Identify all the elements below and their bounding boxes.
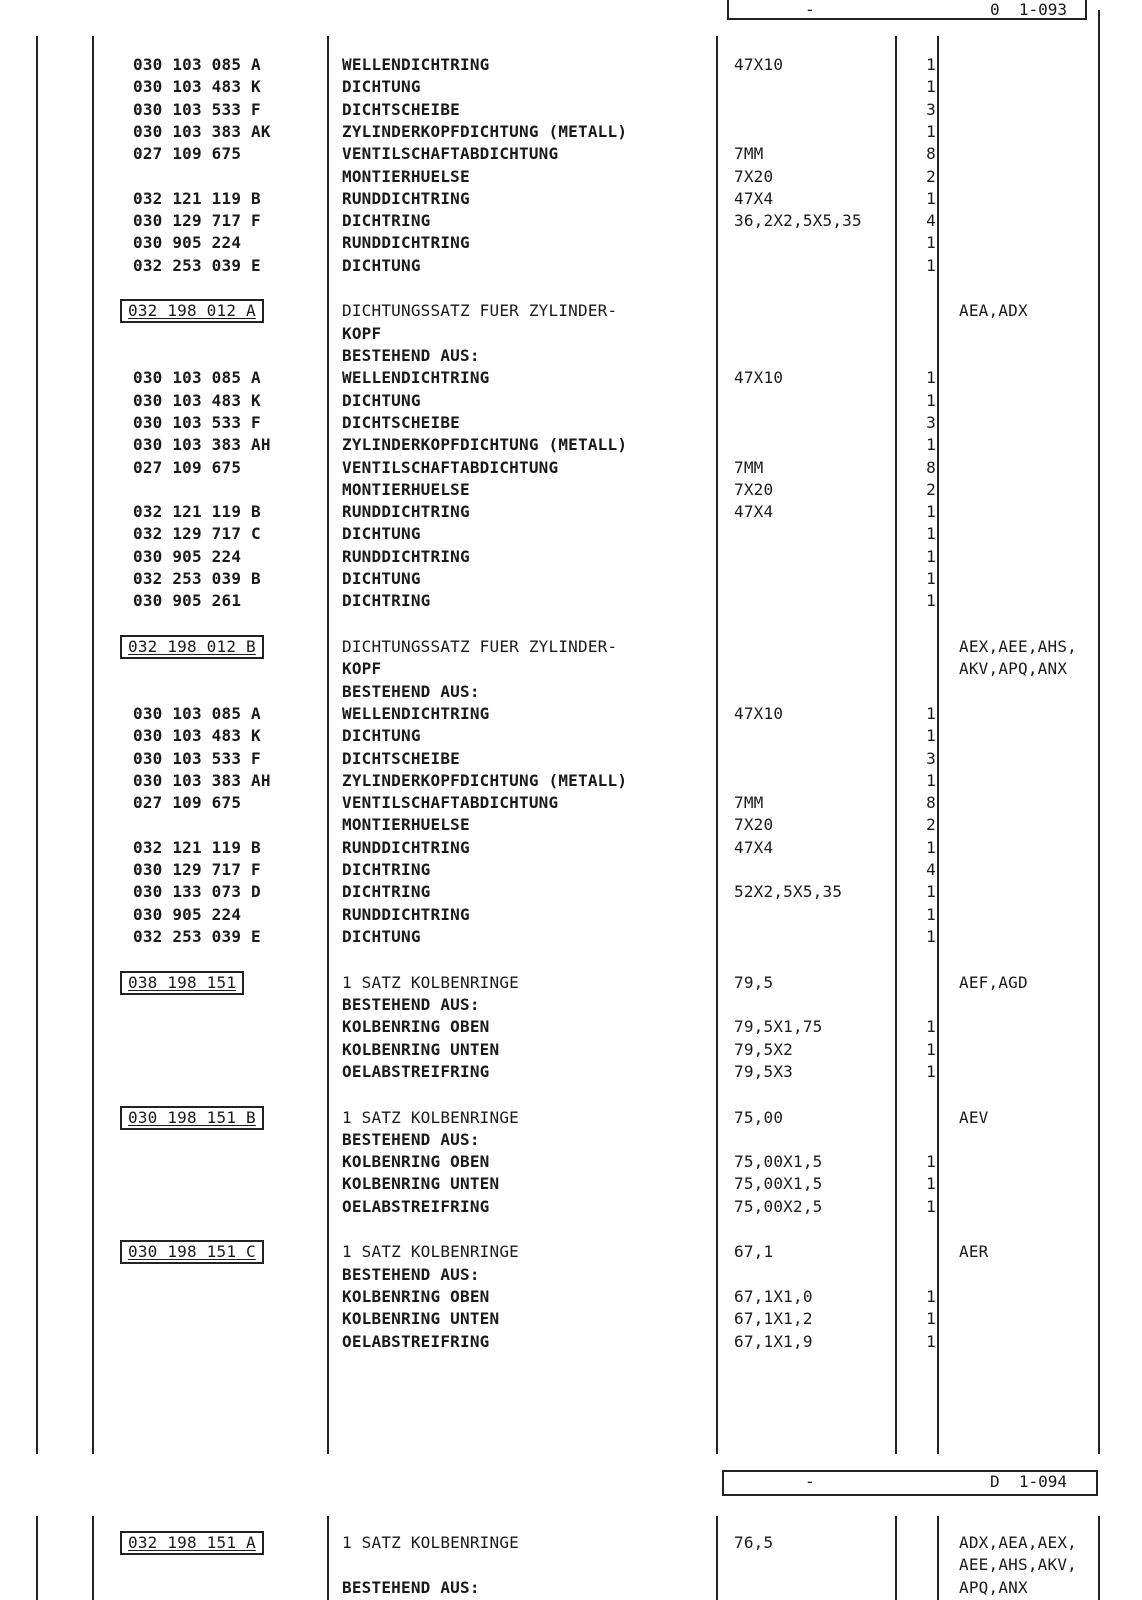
dimension: 75,00X2,5 (734, 1196, 823, 1216)
page-header-top-number: 0 1-093 (990, 0, 1068, 19)
part-number: 030 103 533 F (133, 412, 261, 432)
dimension: 47X10 (734, 703, 784, 723)
dimension: 36,2X2,5X5,35 (734, 211, 862, 231)
description: KOLBENRING OBEN (342, 1287, 490, 1307)
quantity: 1 (926, 837, 936, 857)
description: VENTILSCHAFTABDICHTUNG (342, 793, 559, 813)
description: RUNDDICHTRING (342, 502, 470, 522)
quantity: 1 (926, 1196, 936, 1216)
description: BESTEHEND AUS: (342, 1264, 480, 1284)
part-number: 030 103 483 K (133, 726, 261, 746)
remark: AEE,AHS,AKV, (959, 1555, 1077, 1575)
description: BESTEHEND AUS: (342, 994, 480, 1014)
quantity: 1 (926, 1287, 936, 1307)
dimension: 47X10 (734, 55, 784, 74)
description: WELLENDICHTRING (342, 55, 490, 74)
dimension: 76,5 (734, 1533, 774, 1552)
part-number: 038 198 151 (120, 971, 244, 995)
description: RUNDDICHTRING (342, 188, 470, 208)
part-number: 030 103 383 AH (133, 770, 271, 790)
quantity: 1 (926, 255, 936, 275)
quantity: 1 (926, 233, 936, 253)
dimension: 75,00X1,5 (734, 1174, 823, 1194)
quantity: 1 (926, 77, 936, 97)
quantity: 1 (926, 904, 936, 924)
description: BESTEHEND AUS: (342, 1129, 480, 1149)
part-number: 030 198 151 B (120, 1106, 264, 1130)
description: DICHTUNG (342, 726, 421, 746)
quantity: 1 (926, 569, 936, 588)
dimension: 47X4 (734, 502, 774, 522)
quantity: 4 (926, 860, 936, 880)
quantity: 1 (926, 502, 936, 522)
left-margin-line-bottom (36, 1516, 38, 1600)
part-number: 032 198 012 A (120, 299, 264, 323)
dimension: 7MM (734, 457, 764, 477)
quantity: 3 (926, 748, 936, 768)
quantity: 1 (926, 1152, 936, 1172)
quantity: 1 (926, 1061, 936, 1081)
quantity: 1 (926, 882, 936, 902)
part-number: 032 253 039 E (133, 255, 261, 275)
right-margin-line (1098, 10, 1100, 1454)
dimension: 79,5X3 (734, 1061, 793, 1081)
quantity-right-line-bottom (937, 1516, 939, 1600)
quantity: 1 (926, 368, 936, 388)
description: DICHTRING (342, 882, 431, 902)
remark: AER (959, 1242, 989, 1262)
dimension: 79,5X2 (734, 1039, 793, 1059)
part-number: 030 103 085 A (133, 55, 261, 74)
description: ZYLINDERKOPFDICHTUNG (METALL) (342, 435, 628, 455)
quantity: 1 (926, 770, 936, 790)
description: BESTEHEND AUS: (342, 681, 480, 701)
part-number-column-line (92, 36, 94, 1454)
description: KOLBENRING UNTEN (342, 1309, 500, 1329)
description: 1 SATZ KOLBENRINGE (342, 1107, 519, 1127)
dimension: 47X10 (734, 368, 784, 388)
quantity-left-line-bottom (895, 1516, 897, 1600)
quantity: 8 (926, 144, 936, 164)
description: DICHTUNGSSATZ FUER ZYLINDER- (342, 637, 618, 657)
description: MONTIERHUELSE (342, 815, 470, 835)
description: OELABSTREIFRING (342, 1331, 490, 1351)
dimension: 67,1 (734, 1242, 774, 1262)
description: KOPF (342, 659, 382, 679)
part-number: 030 103 085 A (133, 368, 261, 388)
description: OELABSTREIFRING (342, 1061, 490, 1081)
description: KOLBENRING OBEN (342, 1017, 490, 1037)
quantity: 2 (926, 479, 936, 499)
page-header-top-dash: - (805, 0, 815, 19)
part-number: 030 103 483 K (133, 77, 261, 97)
dimension: 79,5X1,75 (734, 1017, 823, 1037)
remark: ADX,AEA,AEX, (959, 1533, 1077, 1552)
description: VENTILSCHAFTABDICHTUNG (342, 144, 559, 164)
remark: AEA,ADX (959, 301, 1028, 321)
part-number: 030 103 483 K (133, 390, 261, 410)
part-number: 032 253 039 E (133, 926, 261, 946)
description: DICHTUNG (342, 255, 421, 275)
quantity: 3 (926, 412, 936, 432)
description: KOLBENRING OBEN (342, 1152, 490, 1172)
quantity: 1 (926, 546, 936, 566)
description: DICHTUNG (342, 524, 421, 544)
left-margin-line (36, 36, 38, 1454)
description: ZYLINDERKOPFDICHTUNG (METALL) (342, 770, 628, 790)
description: DICHTUNGSSATZ FUER ZYLINDER- (342, 301, 618, 321)
part-number: 030 905 224 (133, 233, 242, 253)
description: 1 SATZ KOLBENRINGE (342, 1533, 519, 1552)
quantity: 1 (926, 435, 936, 455)
dimension: 67,1X1,0 (734, 1287, 813, 1307)
remark: AEV (959, 1107, 989, 1127)
part-number: 032 253 039 B (133, 569, 261, 588)
part-number: 032 129 717 C (133, 524, 261, 544)
description: DICHTRING (342, 211, 431, 231)
description: KOPF (342, 323, 382, 343)
page-header-bottom-dash: - (805, 1472, 815, 1491)
part-number: 032 198 151 A (120, 1531, 264, 1555)
description: WELLENDICHTRING (342, 368, 490, 388)
part-number: 030 103 383 AK (133, 121, 271, 141)
part-number: 030 103 383 AH (133, 435, 271, 455)
dimension: 7X20 (734, 479, 774, 499)
description-column-line-bottom (327, 1516, 329, 1600)
part-number-column-line-bottom (92, 1516, 94, 1600)
dimension-column-line-bottom (716, 1516, 718, 1600)
quantity: 1 (926, 121, 936, 141)
quantity: 1 (926, 1331, 936, 1351)
remark: AEF,AGD (959, 972, 1028, 992)
description: 1 SATZ KOLBENRINGE (342, 972, 519, 992)
description: DICHTSCHEIBE (342, 412, 460, 432)
part-number: 030 129 717 F (133, 860, 261, 880)
description: MONTIERHUELSE (342, 479, 470, 499)
part-number: 030 129 717 F (133, 211, 261, 231)
quantity: 2 (926, 166, 936, 186)
quantity: 1 (926, 188, 936, 208)
right-margin-line-bottom (1098, 1516, 1100, 1600)
part-number: 030 905 224 (133, 546, 242, 566)
description: DICHTRING (342, 591, 431, 611)
part-number: 027 109 675 (133, 144, 242, 164)
description: DICHTUNG (342, 77, 421, 97)
description: DICHTRING (342, 860, 431, 880)
remark: AKV,APQ,ANX (959, 659, 1068, 679)
description: 1 SATZ KOLBENRINGE (342, 1242, 519, 1262)
quantity: 1 (926, 1309, 936, 1329)
remark: APQ,ANX (959, 1577, 1028, 1597)
part-number: 030 103 085 A (133, 703, 261, 723)
part-number: 027 109 675 (133, 457, 242, 477)
dimension: 75,00X1,5 (734, 1152, 823, 1172)
dimension: 52X2,5X5,35 (734, 882, 843, 902)
description: DICHTUNG (342, 926, 421, 946)
description: KOLBENRING UNTEN (342, 1039, 500, 1059)
quantity: 3 (926, 99, 936, 119)
quantity: 8 (926, 793, 936, 813)
description: DICHTSCHEIBE (342, 99, 460, 119)
description: BESTEHEND AUS: (342, 1577, 480, 1597)
description: VENTILSCHAFTABDICHTUNG (342, 457, 559, 477)
part-number: 032 121 119 B (133, 837, 261, 857)
quantity: 1 (926, 55, 936, 74)
description: DICHTUNG (342, 569, 421, 588)
quantity: 2 (926, 815, 936, 835)
quantity: 1 (926, 390, 936, 410)
quantity: 1 (926, 926, 936, 946)
quantity: 1 (926, 591, 936, 611)
description: MONTIERHUELSE (342, 166, 470, 186)
description: RUNDDICHTRING (342, 837, 470, 857)
description: RUNDDICHTRING (342, 904, 470, 924)
dimension: 75,00 (734, 1107, 784, 1127)
dimension: 7X20 (734, 166, 774, 186)
part-number: 032 198 012 B (120, 635, 264, 659)
quantity-left-line (895, 36, 897, 1454)
quantity: 8 (926, 457, 936, 477)
dimension: 47X4 (734, 188, 774, 208)
dimension: 7MM (734, 144, 764, 164)
description: ZYLINDERKOPFDICHTUNG (METALL) (342, 121, 628, 141)
description: DICHTSCHEIBE (342, 748, 460, 768)
quantity: 1 (926, 1017, 936, 1037)
part-number: 030 198 151 C (120, 1240, 264, 1264)
quantity: 1 (926, 1174, 936, 1194)
dimension: 7MM (734, 793, 764, 813)
description-column-line (327, 36, 329, 1454)
part-number: 030 103 533 F (133, 748, 261, 768)
description: WELLENDICHTRING (342, 703, 490, 723)
dimension-column-line (716, 36, 718, 1454)
part-number: 030 103 533 F (133, 99, 261, 119)
part-number: 030 905 224 (133, 904, 242, 924)
dimension: 67,1X1,9 (734, 1331, 813, 1351)
part-number: 032 121 119 B (133, 502, 261, 522)
part-number: 027 109 675 (133, 793, 242, 813)
remark: AEX,AEE,AHS, (959, 637, 1077, 657)
part-number: 030 133 073 D (133, 882, 261, 902)
description: RUNDDICHTRING (342, 233, 470, 253)
quantity: 1 (926, 1039, 936, 1059)
description: DICHTUNG (342, 390, 421, 410)
dimension: 67,1X1,2 (734, 1309, 813, 1329)
part-number: 032 121 119 B (133, 188, 261, 208)
description: RUNDDICHTRING (342, 546, 470, 566)
dimension: 79,5 (734, 972, 774, 992)
quantity: 1 (926, 726, 936, 746)
description: BESTEHEND AUS: (342, 346, 480, 365)
quantity: 1 (926, 524, 936, 544)
part-number: 030 905 261 (133, 591, 242, 611)
quantity-right-line (937, 36, 939, 1454)
dimension: 47X4 (734, 837, 774, 857)
description: KOLBENRING UNTEN (342, 1174, 500, 1194)
quantity: 4 (926, 211, 936, 231)
page-header-bottom-number: D 1-094 (990, 1472, 1068, 1491)
quantity: 1 (926, 703, 936, 723)
description: OELABSTREIFRING (342, 1196, 490, 1216)
dimension: 7X20 (734, 815, 774, 835)
